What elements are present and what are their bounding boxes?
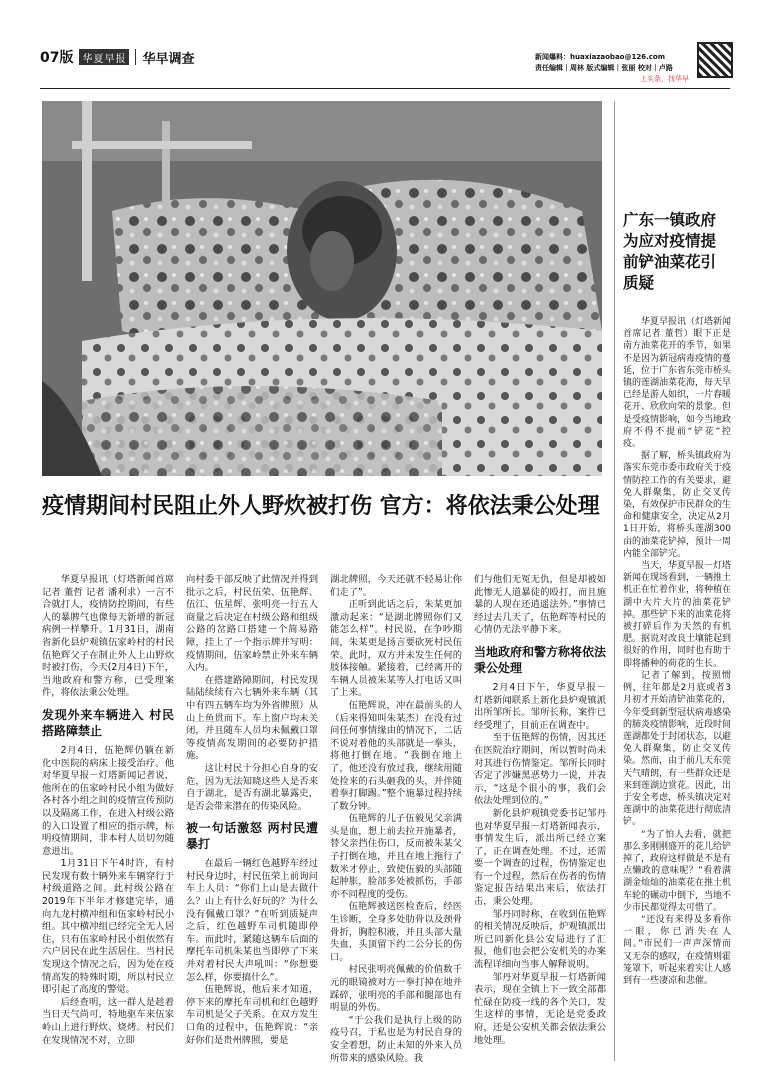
paragraph: 记者了解到，按照惯例，往年都是2月底或者3月初才开始清铲油菜花的，今年受到新型冠状病毒感染的肺炎疫情影响，近段时间莲湖都处于封闭状态，以避免人群聚集，防止交叉传染。然而，由于前几天东莞天气晴朗，有一些群众还是来到莲湖边赏花。因此，出于安全考虑，桥头镇决定对莲湖中的油菜花进行彻底清铲。 (623, 670, 732, 828)
paragraph: 华夏早报讯（灯塔新闻首席记者 董哲）眼下正是南方油菜花开的季节，如果不是因为新冠病毒疫情的蔓延，位于广东省东莞市桥头镇的莲湖油菜花海，每天早已经是游人如织，一片春暖花开、欣欣向荣的景象。但是受疫情影响，如今当地政府不得不提前“铲花”控疫。 (623, 317, 732, 450)
paragraph: 当天，华夏早报－灯塔新闻在现场看到，一辆推土机正在忙着作业，将种植在湖中大片大片的油菜花铲掉。那些铲下来的油菜花将被打碎后作为天然的有机肥。据说对改良土壤能起到很好的作用，同时也有助于即将播种的荷花的生长。 (623, 561, 732, 669)
article-column-1 (42, 574, 174, 1047)
sidebar-article (623, 316, 731, 987)
article-column-2 (186, 574, 318, 1047)
article-column-3 (330, 574, 462, 1065)
paragraph: 至于伍艳辉的伤情，因其还在医院治疗期间，所以暂时尚未对其进行伤情鉴定。邹所长同时否定了涉嫌黑恶势力一说，并表示，“这是个很小的事，我们会依法处理到位的。” (474, 732, 606, 807)
paragraph: 后经查明，这一群人是趁着当日天气尚可，特地驱车来伍家岭山上进行野炊、烧烤。村民们在发现情况不对，立即 (42, 996, 174, 1046)
tip-email: 新闻爆料：huaxiazaobao@126.com (535, 53, 666, 61)
paragraph: 1月31日下午4时许，有村民发现有数十辆外来车辆穿行于村级道路之间。此村级公路在2019年下半年才修建完毕，通向九龙村横冲组和伍家岭村民小组。其中横冲组已经完全无人居住，只有伍家岭村民小组依然有六户居民在此生活居住。当村民发现这个情况之后，因为处在疫情高发的特殊时期，所以村民立即引起了高度的警觉。 (42, 858, 174, 996)
hospital-photo (42, 101, 602, 476)
paragraph: 伍艳辉说，冲在最前头的人（后来得知叫朱某杰）在没有过问任何事情缘由的情况下，二话不说对着他的头部就是一拳头，将他打倒在地。“我倒在地上了，他还没有放过我，继续用随处捡来的石头砸我的头，并伴随着拳打脚踢。”整个施暴过程持续了数分钟。 (330, 699, 462, 812)
paragraph: 在搭建路障期间，村民发现陆陆续续有六七辆外来车辆（其中有四五辆车均为外省牌照）从山上鱼贯而下。车上窗户均未关闭，并且随车人员均未佩戴口罩等疫情高发期间的必要防护措施。 (186, 674, 318, 762)
article-column-4 (474, 574, 606, 1047)
paragraph: “为了怕人去看，就把那么多刚刚盛开的花儿给铲掉了，政府这样做是不是有点懒政的意味呢？”看着满湖金灿灿的油菜花在推土机车轮的碾动中倒下，当地不少市民都觉得太可惜了。 (623, 829, 732, 913)
editorial-info (535, 52, 695, 85)
sidebar-headline: 广东一镇政府为应对疫情提前铲油菜花引质疑 (623, 211, 717, 292)
masthead (40, 46, 195, 68)
paragraph: 伍艳辉的儿子伍毅见父亲满头是血，想上前去拉开施暴者，替父亲挡住伤口，反而被朱某父子打倒在地，并且在地上拖行了数米才停止，致使伍毅的头部随起肿胀，脸部多处被抓伤，手部亦不同程度的受伤。 (330, 813, 462, 900)
paragraph: 这让村民十分担心自身的安危，因为无法知晓这些人是否来自于湖北，是否有湖北暴露史，是否会带来潜在的传染风险。 (186, 762, 318, 812)
paragraph: “还没有来得及多看你一眼，你已消失在人间。”市民们一声声深情而又无奈的感叹，在疫情则霍笼罩下，听起来着实让人感到有一些凄凉和悲催。 (623, 914, 732, 986)
qr-code-icon (697, 42, 733, 78)
paragraph: 们与他们无冤无仇，但是却被如此惨无人道暴徒的殴打，而且施暴的人现在还逍遥法外。”事情已经过去几天了，伍艳辉等村民的心情仍无法平静下来。 (474, 574, 606, 636)
main-headline: 疫情期间村民阻止外人野炊被打伤 官方：将依法秉公处理 (42, 494, 600, 519)
editor-credits: 责任编辑｜周林 版式编辑｜张丽 校对｜卢路 (535, 64, 673, 72)
divider (135, 49, 136, 65)
section-title: 华早调查 (142, 51, 195, 67)
paragraph: 湖北牌照，今天还就不轻易让你们走了”。 (330, 574, 462, 598)
paragraph: 新化县炉观镇党委书记邹丹也对华夏早报－灯塔新闻表示，事情发生后，派出所已经立案了，正在调查处理。不过，还需要一个调查的过程，伤情鉴定也有一个过程，然后在伤者的伤情鉴定报告结果出来后，依法打击，秉公处理。 (474, 807, 606, 908)
slogan: 上头条，找华早 (640, 75, 689, 83)
paragraph: 伍艳辉被送医检查后，经医生诊断，全身多处肋骨以及颈骨骨折，胸腔积液，并且头部大量失血，头顶留下约二公分长的伤口。 (330, 901, 462, 963)
paragraph: 据了解，桥头镇政府为落实东莞市委市政府关于疫情防控工作的有关要求，避免人群聚集，防止交叉传染，有效保护市民群众的生命和健康安全，决定从2月1日开始，将桥头莲湖300亩的油菜花铲掉，预计一周内能全部铲完。 (623, 451, 732, 559)
newspaper-logo: 华夏早报 (79, 49, 129, 65)
paragraph: 向村委干部反映了此情况并得到批示之后，村民伍荣、伍艳辉、伍江、伍星辉、张明亮一行五人商量之后决定在村级公路和组级公路的岔路口搭建一个简易路障，挂上了一个指示牌并写明：疫情期间，伍家岭禁止外来车辆入内。 (186, 574, 318, 674)
header-rule (40, 88, 730, 89)
paragraph: 村民张明亮佩戴的价值数千元的眼镜被对方一拳打掉在地并踩碎，张明亮的手部和腿部也有明显的外伤。 (330, 964, 462, 1014)
paragraph: 华夏早报讯（灯塔新闻首席记者 董哲 记者 潘利求）一言不合就打人，疫情防控期间，有些人的暴脾气也像每天新增的新冠病例一样攀升。1月31日，湖南省新化县炉观镇伍家岭村的村民伍艳辉父子在制止外人上山野炊时被打伤，今天(2月4日)下午，当地政府和警方称，已受理案件，将依法秉公处理。 (42, 574, 174, 699)
subheading: 被一句话激怒 两村民遭暴打 (186, 821, 318, 852)
paragraph: 邹丹同时称，在收到伍艳辉的相关情况反映后，炉观镇派出所已同新化县公安局进行了汇报，他们也会把公安机关的办案流程详细向当事人解释说明。 (474, 908, 606, 971)
sidebar-divider (614, 101, 615, 1061)
paragraph: 邹丹对华夏早报－灯塔新闻表示，现在全镇上下一致全部都忙碌在防疫一线的各个关口，发生这样的事情，无论是党委政府，还是公安机关都会依法秉公地处理。 (474, 971, 606, 1046)
paragraph: 2月4日，伍艳辉仍躺在新化中医院的病床上接受治疗。他对华夏早报－灯塔新闻记者说，他所在的伍家岭村民小组为做好各村各小组之间的疫情宣传预防以及隔离工作，在进入村级公路的入口设置了相应的指示牌，标明疫情期间，非本村人员切勿随意进出。 (42, 744, 174, 857)
paragraph: 2月4日下午，华夏早报－灯塔新闻联系上新化县炉观镇派出所邹所长。邹所长称，案件已经受理了，目前正在调查中。 (474, 681, 606, 731)
paragraph: 在最后一辆红色越野车经过村民身边时，村民伍荣上前询问车上人员：“你们上山是去做什么？山上有什么好玩的？为什么没有佩戴口罩？”在听到质疑声之后，红色越野车司机随即停车。而此时，紧随这辆车后面的摩托车司机朱某也当即停了下来并对着村民大声吼叫：“你想要怎么样，你要搞什么”。 (186, 858, 318, 983)
paragraph: 正听到此话之后，朱某更加激动起来：“是湖北牌照你们又能怎么样”。村民说，在争吵期间，朱某更是扬言要砍死村民伍荣。此时，双方并未发生任何的肢体接触。紧接着，已经离开的车辆人员被朱某等人打电话又叫了上来。 (330, 599, 462, 699)
subheading: 当地政府和警方称将依法秉公处理 (474, 644, 607, 675)
paragraph: 伍艳辉说，他后来才知道，停下来的摩托车司机和红色越野车司机是父子关系。在双方发生口角的过程中，伍艳辉说：“亲好你们是贵州牌照，要是 (186, 984, 318, 1046)
paragraph: “于公我们是执行上级的防疫号召，于私也是为村民自身的安全着想，防止未知的外来人员所带来的感染风险。我 (330, 1014, 462, 1064)
subheading: 发现外来车辆进入 村民搭路障禁止 (42, 707, 174, 738)
page-number: 07版 (40, 50, 74, 66)
